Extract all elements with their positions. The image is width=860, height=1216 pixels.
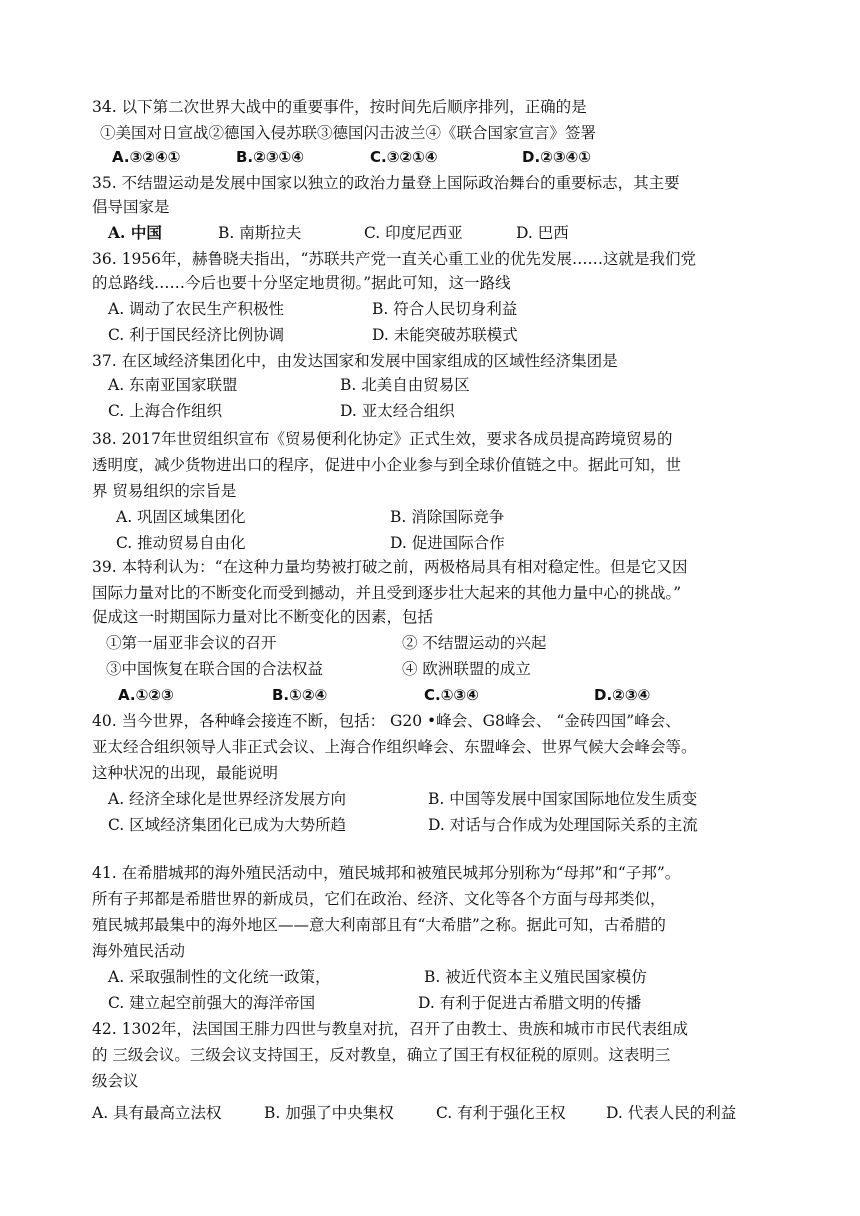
question-stem: 38. 2017年世贸组织宣布《贸易便利化协定》正式生效，要求各成员提高跨境贸易的: [92, 430, 673, 448]
option-c: C.①③④: [424, 686, 479, 704]
question-stem: 所有子邦都是希腊世界的新成员，它们在政治、经济、文化等各个方面与母邦类似，: [92, 890, 666, 908]
option-c: C. 上海合作组织: [108, 402, 223, 420]
question-stem: 促成这一时期国际力量对比不断变化的因素，包括: [92, 608, 434, 626]
option-d: D. 巴西: [516, 224, 569, 242]
question-stem: 海外殖民活动: [92, 942, 186, 960]
question-stem: ①美国对日宣战②德国入侵苏联③德国闪击波兰④《联合国家宣言》签署: [100, 124, 597, 142]
question-stem: 国际力量对比的不断变化而受到撼动，并且受到逐步壮大起来的其他力量中心的挑战。”: [92, 584, 682, 602]
option-a: A.③②④①: [112, 148, 181, 166]
option-a: A. 采取强制性的文化统一政策，: [108, 968, 331, 986]
option-b: B. 被近代资本主义殖民国家模仿: [424, 968, 647, 986]
option-b: B. 消除国际竞争: [390, 508, 505, 526]
option-b: B.②③①④: [236, 148, 304, 166]
question-stem: 40. 当今世界，各种峰会接连不断，包括： G20 •峰会、G8峰会、 “金砖四国”峰会、: [92, 712, 681, 730]
option-d: D. 对话与合作成为处理国际关系的主流: [428, 816, 698, 834]
option-a: A. 东南亚国家联盟: [108, 376, 238, 394]
option-b: B.①②④: [272, 686, 328, 704]
option-d: D. 未能突破苏联模式: [372, 326, 518, 344]
statement-item: ④ 欧洲联盟的成立: [402, 660, 531, 678]
question-stem: 殖民城邦最集中的海外地区——意大利南部且有“大希腊”之称。据此可知，古希腊的: [92, 916, 666, 934]
option-c: C. 印度尼西亚: [364, 224, 463, 242]
question-stem: 39. 本特利认为：“在这种力量均势被打破之前，两极格局具有相对稳定性。但是它又因: [92, 558, 688, 576]
option-c: C. 有利于强化王权: [436, 1104, 566, 1122]
option-b: B. 符合人民切身利益: [372, 300, 518, 318]
option-b: B. 南斯拉夫: [218, 224, 302, 242]
option-a: A.①②③: [118, 686, 174, 704]
option-b: B. 北美自由贸易区: [340, 376, 470, 394]
option-d: D. 促进国际合作: [390, 534, 505, 552]
question-stem: 界 贸易组织的宗旨是: [92, 482, 237, 500]
question-stem: 透明度，减少货物进出口的程序，促进中小企业参与到全球价值链之中。据此可知，世: [92, 456, 682, 474]
option-a: A. 巩固区域集团化: [116, 508, 246, 526]
question-stem: 这种状况的出现，最能说明: [92, 764, 279, 782]
option-c: C. 区域经济集团化已成为大势所趋: [108, 816, 347, 834]
question-stem: 倡导国家是: [92, 198, 170, 216]
question-stem: 34. 以下第二次世界大战中的重要事件，按时间先后顺序排列，正确的是: [92, 98, 587, 116]
question-stem: 41. 在希腊城邦的海外殖民活动中，殖民城邦和被殖民城邦分别称为“母邦”和“子邦”。: [92, 864, 681, 882]
statement-item: ③中国恢复在联合国的合法权益: [106, 660, 324, 678]
option-c: C. 建立起空前强大的海洋帝国: [108, 994, 316, 1012]
option-d: D.②③④: [594, 686, 651, 704]
question-stem: 亚太经合组织领导人非正式会议、上海合作组织峰会、东盟峰会、世界气候大会峰会等。: [92, 738, 697, 756]
question-stem: 37. 在区域经济集团化中，由发达国家和发展中国家组成的区域性经济集团是: [92, 352, 618, 370]
statement-item: ①第一届亚非会议的召开: [106, 634, 277, 652]
option-c: C. 利于国民经济比例协调: [108, 326, 285, 344]
option-a: A. 中国: [108, 223, 162, 242]
option-c: C.③②①④: [370, 148, 438, 166]
option-b: B. 中国等发展中国家国际地位发生质变: [428, 790, 698, 808]
option-d: D. 代表人民的利益: [606, 1104, 737, 1122]
question-stem: 的 三级会议。三级会议支持国王，反对教皇，确立了国王有权征税的原则。这表明三: [92, 1046, 671, 1064]
question-stem: 42. 1302年，法国国王腓力四世与教皇对抗，召开了由教士、贵族和城市市民代表组成: [92, 1020, 689, 1038]
option-d: D. 亚太经合组织: [340, 402, 455, 420]
question-stem: 的总路线……今后也要十分坚定地贯彻。”据此可知，这一路线: [92, 274, 511, 292]
option-d: D.②③④①: [522, 148, 591, 166]
question-stem: 级会议: [92, 1072, 139, 1090]
option-b: B. 加强了中央集权: [264, 1104, 394, 1122]
statement-item: ② 不结盟运动的兴起: [402, 634, 547, 652]
question-stem: 35. 不结盟运动是发展中国家以独立的政治力量登上国际政治舞台的重要标志，其主要: [92, 174, 680, 192]
option-a: A. 具有最高立法权: [92, 1104, 222, 1122]
option-c: C. 推动贸易自由化: [116, 534, 246, 552]
option-a: A. 经济全球化是世界经济发展方向: [108, 790, 347, 808]
option-d: D. 有利于促进古希腊文明的传播: [418, 994, 642, 1012]
question-stem: 36. 1956年，赫鲁晓夫指出，“苏联共产党一直关心重工业的优先发展……这就是我们党: [92, 250, 696, 268]
option-a: A. 调动了农民生产积极性: [108, 300, 285, 318]
